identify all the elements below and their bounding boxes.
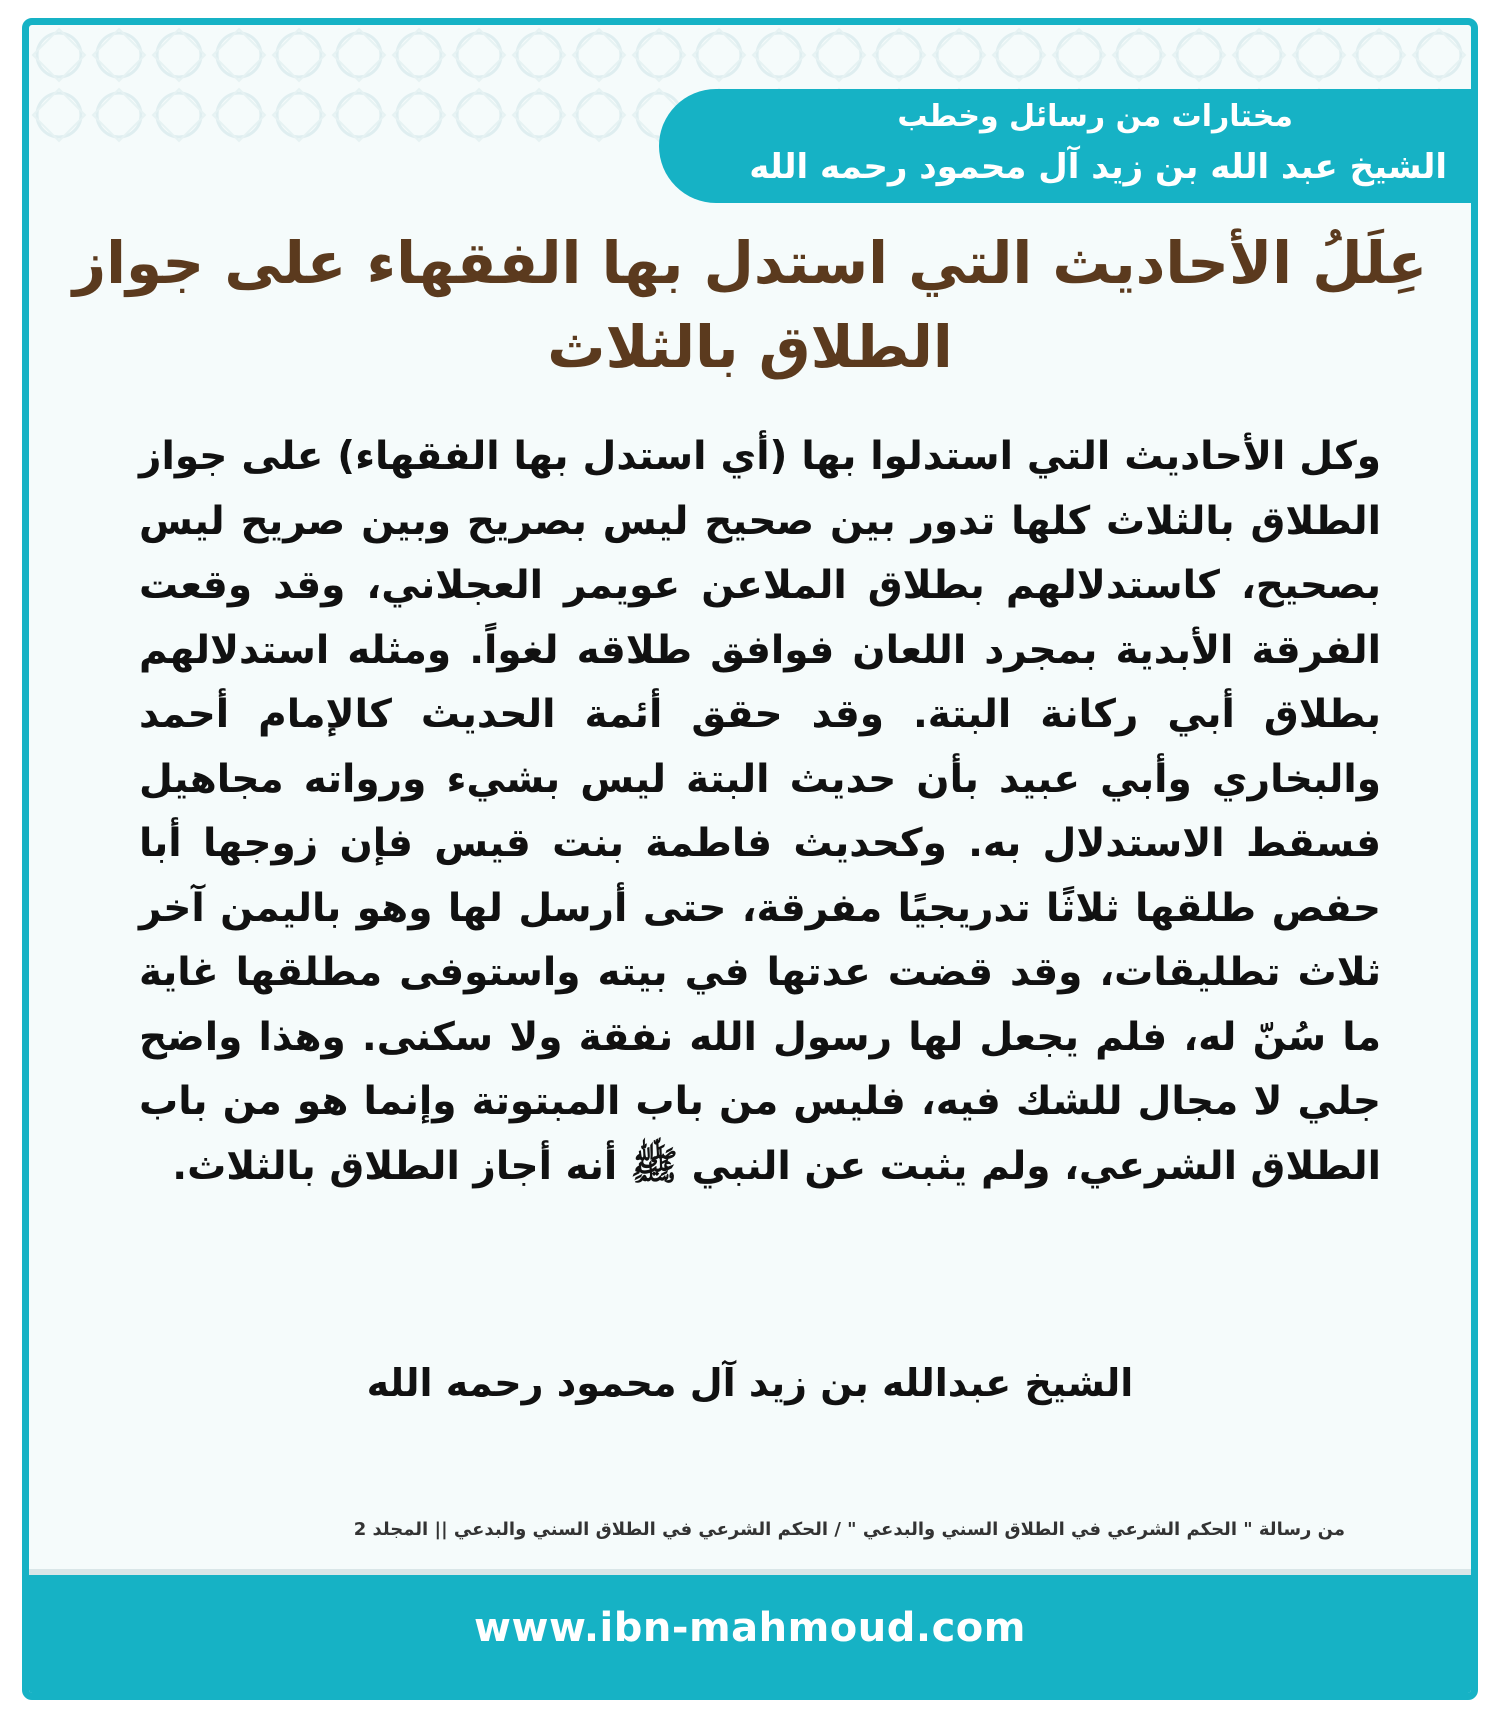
signature: الشيخ عبدالله بن زيد آل محمود رحمه الله <box>366 1361 1134 1405</box>
header-banner <box>659 89 1471 203</box>
website-link[interactable]: www.ibn-mahmoud.com <box>474 1605 1026 1651</box>
source-citation: من رسالة " الحكم الشرعي في الطلاق السني والبدعي " / الحكم الشرعي في الطلاق السني والبدعي || المجلد 2 <box>353 1519 1345 1540</box>
article-title: عِلَلُ الأحاديث التي استدل بها الفقهاء على جواز الطلاق بالثلاث <box>72 229 1428 381</box>
article-body: وكل الأحاديث التي استدلوا بها (أي استدل بها الفقهاء) على جواز الطلاق بالثلاث كلها تدور بين صحيح ليس بصريح وبين صريح ليس بصحيح، كاستدلالهم بطلاق الملاعن عويمر العجلاني، وقد وقعت الفرقة الأبدية بمجرد اللعان فوافق طلاقه لغواً. ومثله استدلالهم بطلاق أبي ركانة البتة. وقد حقق أئمة الحديث كالإمام أحمد والبخاري وأبي عبيد بأن حديث البتة ليس بشيء ورواته مجاهيل فسقط الاستدلال به. وكحديث فاطمة بنت قيس فإن زوجها أبا حفص طلقها ثلاثًا تدريجيًا مفرقة، حتى أرسل لها وهو باليمن آخر ثلاث تطليقات، وقد قضت عدتها في بيته واستوفى مطلقها غاية ما سُنّ له، فلم يجعل لها رسول الله نفقة ولا سكنى. وهذا واضح جلي لا مجال للشك فيه، فليس من باب المبتوتة وإنما هو من باب الطلاق الشرعي، ولم يثبت عن النبي ﷺ أنه أجاز الطلاق بالثلاث. <box>139 434 1381 1189</box>
footer-banner <box>29 1569 1471 1693</box>
article-card <box>22 18 1478 1700</box>
author-name: الشيخ عبد الله بن زيد آل محمود رحمه الله <box>749 147 1447 187</box>
series-title: مختارات من رسائل وخطب <box>897 99 1293 134</box>
